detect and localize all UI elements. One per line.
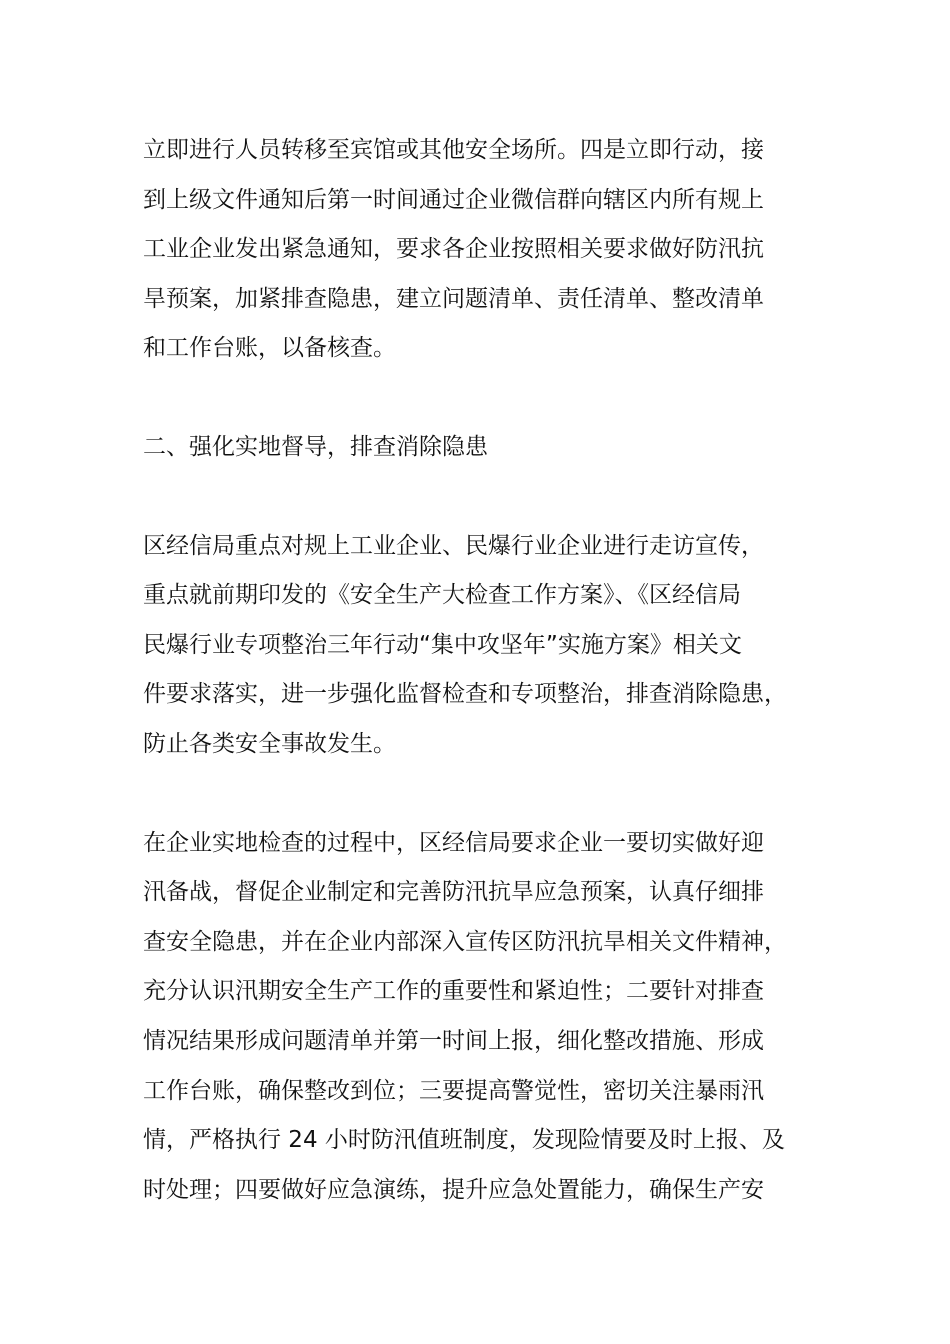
text-line: 充分认识汛期安全生产工作的重要性和紧迫性；二要针对排查 <box>143 978 764 1005</box>
text-line: 立即进行人员转移至宾馆或其他安全场所。四是立即行动，接 <box>143 137 764 163</box>
text-line: 工作台账，确保整改到位；三要提高警觉性，密切关注暴雨汛 <box>143 1077 764 1104</box>
text-line: 到上级文件通知后第一时间通过企业微信群向辖区内所有规上 <box>143 186 764 213</box>
document-body <box>143 126 823 1215</box>
text-line: 件要求落实，进一步强化监督检查和专项整治，排查消除隐患， <box>143 681 787 708</box>
text-line: 汛备战，督促企业制定和完善防汛抗旱应急预案，认真仔细排 <box>143 879 764 906</box>
text-line: 工业企业发出紧急通知，要求各企业按照相关要求做好防汛抗 <box>143 236 764 263</box>
text-line: 旱预案，加紧排查隐患，建立问题清单、责任清单、整改清单 <box>143 285 764 312</box>
section-heading: 二、强化实地督导，排查消除隐患 <box>143 433 488 460</box>
paragraph-2 <box>143 522 823 770</box>
text-line: 区经信局重点对规上工业企业、民爆行业企业进行走访宣传， <box>143 532 764 559</box>
text-line: 和工作台账，以备核查。 <box>143 335 396 362</box>
text-line: 重点就前期印发的《安全生产大检查工作方案》、《区经信局 <box>143 582 741 609</box>
section-heading-2 <box>143 423 823 473</box>
paragraph-1 <box>143 126 823 374</box>
text-line: 时处理；四要做好应急演练，提升应急处置能力，确保生产安 <box>143 1176 764 1203</box>
text-line: 防止各类安全事故发生。 <box>143 730 396 757</box>
paragraph-3 <box>143 819 823 1216</box>
text-line: 情况结果形成问题清单并第一时间上报，细化整改措施、形成 <box>143 1027 764 1054</box>
text-line: 民爆行业专项整治三年行动“集中攻坚年”实施方案》相关文 <box>143 631 742 658</box>
text-line: 在企业实地检查的过程中，区经信局要求企业一要切实做好迎 <box>143 829 764 856</box>
text-line: 情，严格执行 24 小时防汛值班制度，发现险情要及时上报、及 <box>143 1127 785 1154</box>
text-line: 查安全隐患，并在企业内部深入宣传区防汛抗旱相关文件精神， <box>143 928 787 955</box>
